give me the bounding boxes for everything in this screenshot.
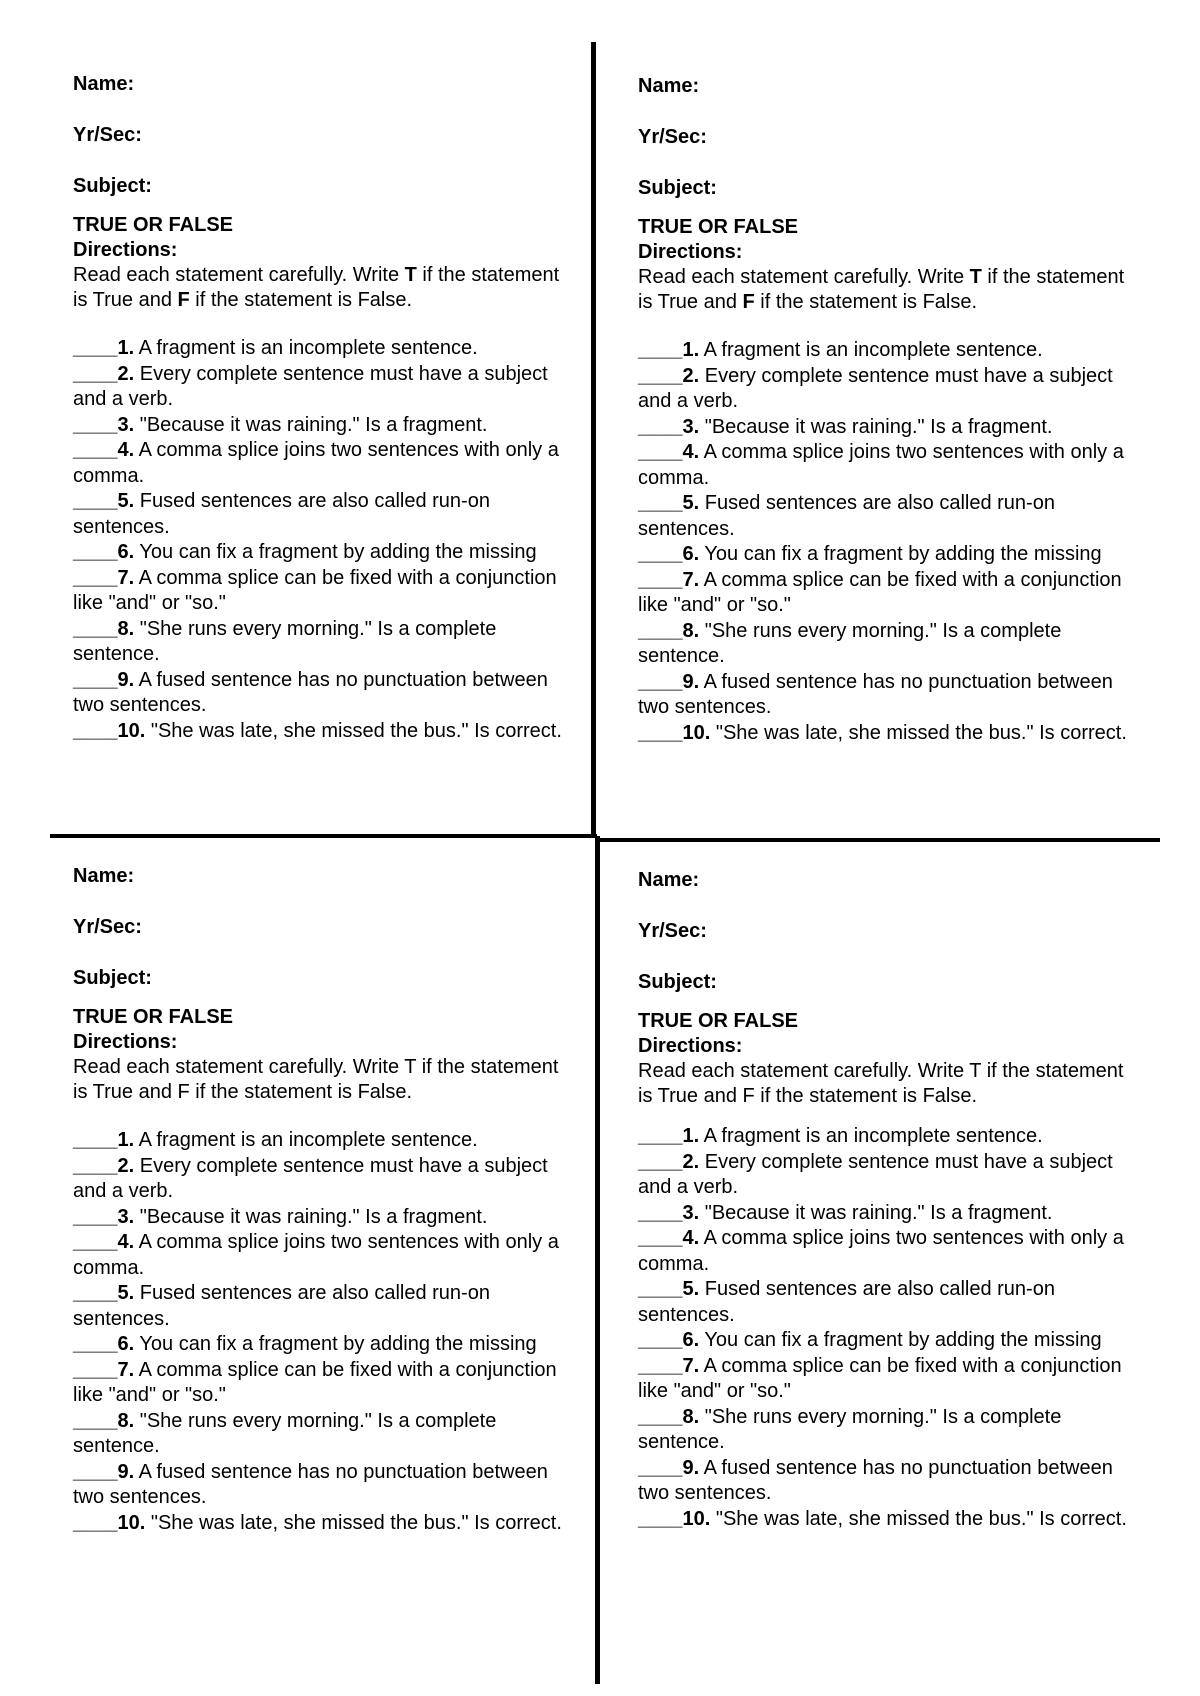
vertical-divider-top [591,42,596,838]
worksheet-top-left [73,72,563,744]
name-label: Name: [73,73,135,95]
worksheet-bottom-right [638,868,1128,1532]
list-item: ____1. A fragment is an incomplete sentence. [73,1129,478,1151]
subject-label: Subject: [73,175,152,197]
list-item: ____7. A comma splice can be fixed with a conjunction like "and" or "so." [638,1354,1122,1402]
list-item: ____8. "She runs every morning." Is a complete sentence. [73,1409,497,1457]
list-item: ____6. You can fix a fragment by adding the missing [73,541,537,563]
list-item: ____4. A comma splice joins two sentences with only a comma. [73,1231,559,1279]
yrsec-label: Yr/Sec: [73,124,142,146]
list-item: ____1. A fragment is an incomplete sentence. [638,1125,1043,1147]
list-item: ____9. A fused sentence has no punctuation between two sentences. [73,668,548,716]
directions-label: Directions: [73,1031,178,1053]
worksheet-top-right [638,74,1128,746]
list-item: ____3. "Because it was raining." Is a fragment. [638,1201,1053,1224]
list-item: ____4. A comma splice joins two sentences with only a comma. [638,441,1124,489]
list-item: ____10. "She was late, she missed the bus." Is correct. [638,1507,1127,1530]
list-item: ____6. You can fix a fragment by adding the missing [638,543,1102,565]
list-item: ____2. Every complete sentence must have a subject and a verb. [73,1154,548,1202]
list-item: ____5. Fused sentences are also called run-on sentences. [73,490,490,538]
list-item: ____3. "Because it was raining." Is a fragment. [73,413,488,436]
vertical-divider-bottom [595,836,600,1684]
list-item: ____2. Every complete sentence must have a subject and a verb. [638,364,1113,412]
worksheet-title: TRUE OR FALSE [638,1010,799,1032]
list-item: ____8. "She runs every morning." Is a complete sentence. [73,617,497,665]
list-item: ____5. Fused sentences are also called run-on sentences. [73,1282,490,1330]
list-item: ____9. A fused sentence has no punctuation between two sentences. [73,1460,548,1508]
list-item: ____8. "She runs every morning." Is a complete sentence. [638,619,1062,667]
yrsec-label: Yr/Sec: [638,920,707,942]
list-item: ____2. Every complete sentence must have a subject and a verb. [638,1150,1113,1198]
directions-text: Read each statement carefully. Write T if the statement is True and F if the statement is False. [638,266,1125,313]
subject-label: Subject: [638,971,717,993]
items-list [73,336,563,744]
list-item: ____7. A comma splice can be fixed with a conjunction like "and" or "so." [73,1358,557,1406]
directions-label: Directions: [638,241,743,263]
horizontal-divider-right [595,838,1160,842]
list-item: ____10. "She was late, she missed the bus." Is correct. [73,719,562,742]
directions-text: Read each statement carefully. Write T if the statement is True and F if the statement is False. [638,1060,1124,1107]
list-item: ____7. A comma splice can be fixed with a conjunction like "and" or "so." [73,566,557,614]
worksheet-bottom-left [73,864,563,1536]
list-item: ____7. A comma splice can be fixed with a conjunction like "and" or "so." [638,568,1122,616]
worksheet-title: TRUE OR FALSE [73,214,234,236]
list-item: ____3. "Because it was raining." Is a fragment. [638,415,1053,438]
list-item: ____6. You can fix a fragment by adding the missing [638,1329,1102,1351]
name-label: Name: [638,869,700,891]
list-item: ____4. A comma splice joins two sentences with only a comma. [73,439,559,487]
directions-text: Read each statement carefully. Write T if the statement is True and F if the statement is False. [73,1056,559,1103]
list-item: ____1. A fragment is an incomplete sentence. [638,339,1043,361]
list-item: ____5. Fused sentences are also called run-on sentences. [638,1278,1055,1326]
directions-label: Directions: [638,1035,743,1057]
list-item: ____8. "She runs every morning." Is a complete sentence. [638,1405,1062,1453]
worksheet-title: TRUE OR FALSE [638,216,799,238]
list-item: ____10. "She was late, she missed the bus." Is correct. [73,1511,562,1534]
yrsec-label: Yr/Sec: [73,916,142,938]
items-list [638,338,1128,746]
directions-text: Read each statement carefully. Write T if the statement is True and F if the statement is False. [73,264,560,311]
subject-label: Subject: [638,177,717,199]
items-list [73,1128,563,1536]
horizontal-divider-left [50,834,597,838]
list-item: ____2. Every complete sentence must have a subject and a verb. [73,362,548,410]
list-item: ____6. You can fix a fragment by adding the missing [73,1333,537,1355]
list-item: ____5. Fused sentences are also called run-on sentences. [638,492,1055,540]
directions-label: Directions: [73,239,178,261]
subject-label: Subject: [73,967,152,989]
yrsec-label: Yr/Sec: [638,126,707,148]
list-item: ____9. A fused sentence has no punctuation between two sentences. [638,1456,1113,1504]
list-item: ____9. A fused sentence has no punctuation between two sentences. [638,670,1113,718]
list-item: ____10. "She was late, she missed the bus." Is correct. [638,721,1127,744]
name-label: Name: [638,75,700,97]
name-label: Name: [73,865,135,887]
list-item: ____1. A fragment is an incomplete sentence. [73,337,478,359]
list-item: ____4. A comma splice joins two sentences with only a comma. [638,1227,1124,1275]
worksheet-title: TRUE OR FALSE [73,1006,234,1028]
items-list [638,1124,1128,1532]
list-item: ____3. "Because it was raining." Is a fragment. [73,1205,488,1228]
